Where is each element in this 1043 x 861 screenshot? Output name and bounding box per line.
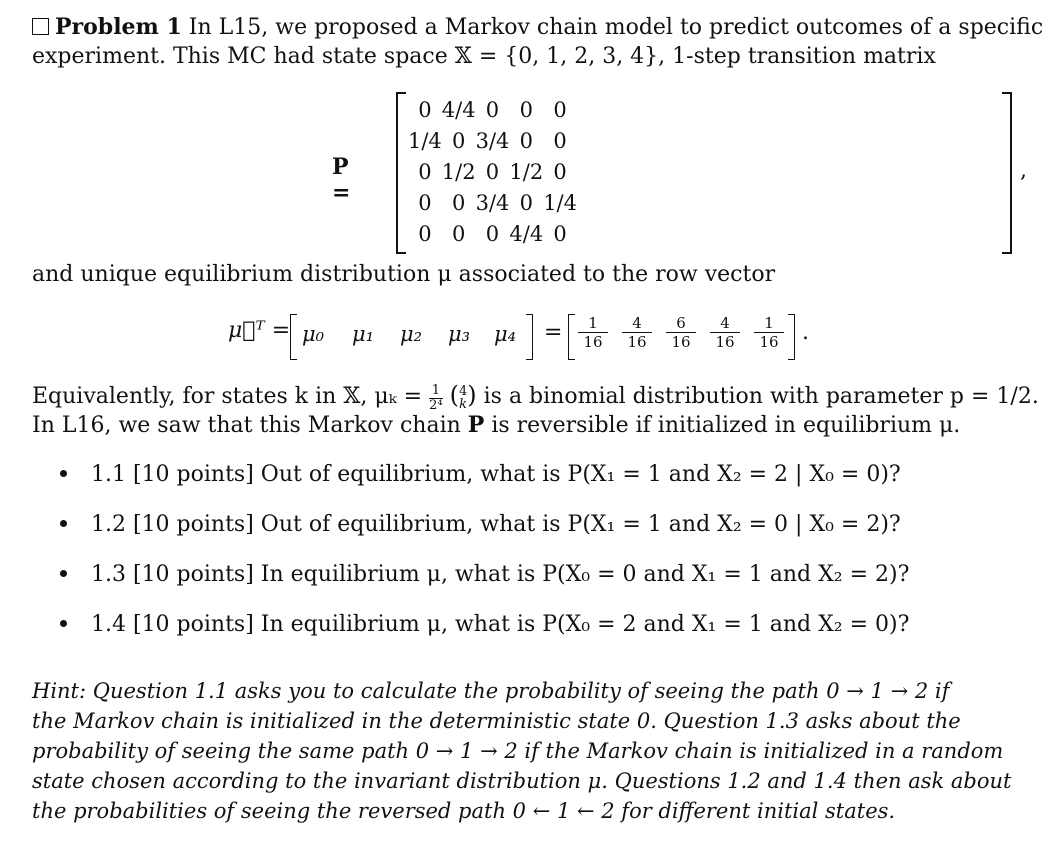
matrix-trailing: , [1020, 158, 1027, 183]
matrix-cell: 0 [452, 128, 466, 153]
bullet-icon [60, 520, 67, 527]
matrix-cell: 0 [418, 159, 432, 184]
matrix-cell: 3/4 [475, 128, 510, 153]
matrix-cell: 0 [553, 221, 567, 246]
matrix-cell: 0 [485, 97, 500, 122]
reversible-bold-P: P [467, 412, 485, 438]
binomial-post: is a binomial distribution with parameter p = 1/2. [483, 384, 1039, 409]
matrix-cell: 1/4 [543, 190, 577, 215]
matrix-left-bracket [396, 92, 406, 254]
matrix-cell: 0 [485, 221, 500, 246]
problem-title: Problem 1 [55, 14, 182, 40]
fraction-2: $\frac{6}{16}$ [666, 314, 696, 351]
vector-entry-2: μ₂ [400, 322, 423, 346]
matrix-cell: 0 [452, 221, 466, 246]
matrix-cell: 0 [519, 97, 533, 122]
matrix-cell: 4/4 [441, 97, 476, 122]
matrix-cell: 3/4 [475, 190, 510, 215]
equilibrium-line: and unique equilibrium distribution μ associated to the row vector [32, 262, 776, 287]
problem-header-line [32, 12, 1043, 43]
vector-entry-4: μ₄ [494, 322, 517, 346]
binomial-line: Equivalently, for states k in 𝕏, μₖ = $\frac{1}{\text{2⁴}}$ ( 4 k ) is a binomial distribution with parameter p = 1/2. [32, 381, 1039, 413]
bullet-icon [60, 570, 67, 577]
fraction-1: $\frac{4}{16}$ [622, 314, 652, 351]
question-item: 1.3 [10 points] In equilibrium μ, what is P(X₀ = 0 and X₁ = 1 and X₂ = 2)? [60, 562, 909, 587]
hint-paragraph [32, 676, 1012, 826]
binomial-choose: 4 k [458, 384, 468, 412]
matrix-cell: 0 [519, 190, 533, 215]
hint-line: the Markov chain is initialized in the deterministic state 0. Question 1.3 asks about the [32, 709, 961, 733]
binomial-pre: Equivalently, for states k in 𝕏, μₖ = [32, 384, 423, 409]
matrix-cell: 0 [418, 190, 432, 215]
hint-line: probability of seeing the same path 0 → 1 → 2 if the Markov chain is initialized in a random [32, 739, 1004, 763]
matrix-cell: 1/2 [509, 159, 544, 184]
vector-entry-0: μ₀ [302, 322, 325, 346]
matrix-cell: 0 [418, 97, 432, 122]
matrix-cell: 4/4 [509, 221, 544, 246]
reversible-line [32, 410, 960, 441]
hint-line: the probabilities of seeing the reversed path 0 ← 1 ← 2 for different initial states. [32, 799, 896, 823]
matrix-row [408, 125, 577, 156]
matrix-cell: 0 [519, 128, 533, 153]
matrix-cell: 0 [452, 190, 466, 215]
vector-lhs: μ⃗ᵀ = [228, 318, 291, 343]
hint-line: state chosen according to the invariant distribution μ. Questions 1.2 and 1.4 then ask about [32, 769, 1012, 793]
bullet-icon [60, 620, 67, 627]
fraction-0: $\frac{1}{16}$ [578, 314, 608, 351]
fraction-left-bracket [568, 314, 575, 360]
vector-entry-3: μ₃ [448, 322, 471, 346]
intro-line-1: In L15, we proposed a Markov chain model to predict outcomes of a specific [188, 15, 1043, 40]
vector-right-bracket [526, 314, 533, 360]
matrix-label: P = [332, 154, 351, 206]
matrix-cell: 0 [553, 97, 567, 122]
vector-left-bracket [290, 314, 297, 360]
fraction-3: $\frac{4}{16}$ [710, 314, 740, 351]
matrix-cell: 1/2 [441, 159, 476, 184]
reversible-pre: In L16, we saw that this Markov chain [32, 413, 461, 438]
matrix-cell: 0 [485, 159, 500, 184]
matrix-row [408, 218, 577, 249]
fraction-right-bracket [788, 314, 795, 360]
reversible-post: is reversible if initialized in equilibrium μ. [491, 413, 961, 438]
matrix-cell: 0 [553, 128, 567, 153]
matrix-row [408, 156, 577, 187]
empty-checkbox-icon[interactable] [32, 18, 49, 35]
matrix-row [408, 187, 577, 218]
matrix-right-bracket [1002, 92, 1012, 254]
hint-line: Hint: Question 1.1 asks you to calculate the probability of seeing the path 0 → 1 → 2 if [32, 679, 950, 703]
question-item: 1.2 [10 points] Out of equilibrium, what is P(X₁ = 1 and X₂ = 0 | X₀ = 2)? [60, 512, 901, 537]
vector-trailing: . [802, 320, 809, 345]
matrix-cell: 0 [418, 221, 432, 246]
question-item: 1.4 [10 points] In equilibrium μ, what is P(X₀ = 2 and X₁ = 1 and X₂ = 0)? [60, 612, 909, 637]
fraction-4: $\frac{1}{16}$ [754, 314, 784, 351]
matrix-cell: 1/4 [408, 128, 442, 153]
vector-entry-1: μ₁ [352, 322, 375, 346]
bullet-icon [60, 470, 67, 477]
intro-line-2: experiment. This MC had state space 𝕏 = {0, 1, 2, 3, 4}, 1-step transition matrix [32, 44, 936, 69]
matrix-grid [408, 94, 577, 249]
binomial-coef: $\frac{1}{\text{2⁴}}$ [429, 383, 443, 413]
matrix-cell: 0 [553, 159, 567, 184]
vector-equals: = [544, 320, 563, 345]
question-item: 1.1 [10 points] Out of equilibrium, what is P(X₁ = 1 and X₂ = 2 | X₀ = 0)? [60, 462, 901, 487]
matrix-row [408, 94, 577, 125]
